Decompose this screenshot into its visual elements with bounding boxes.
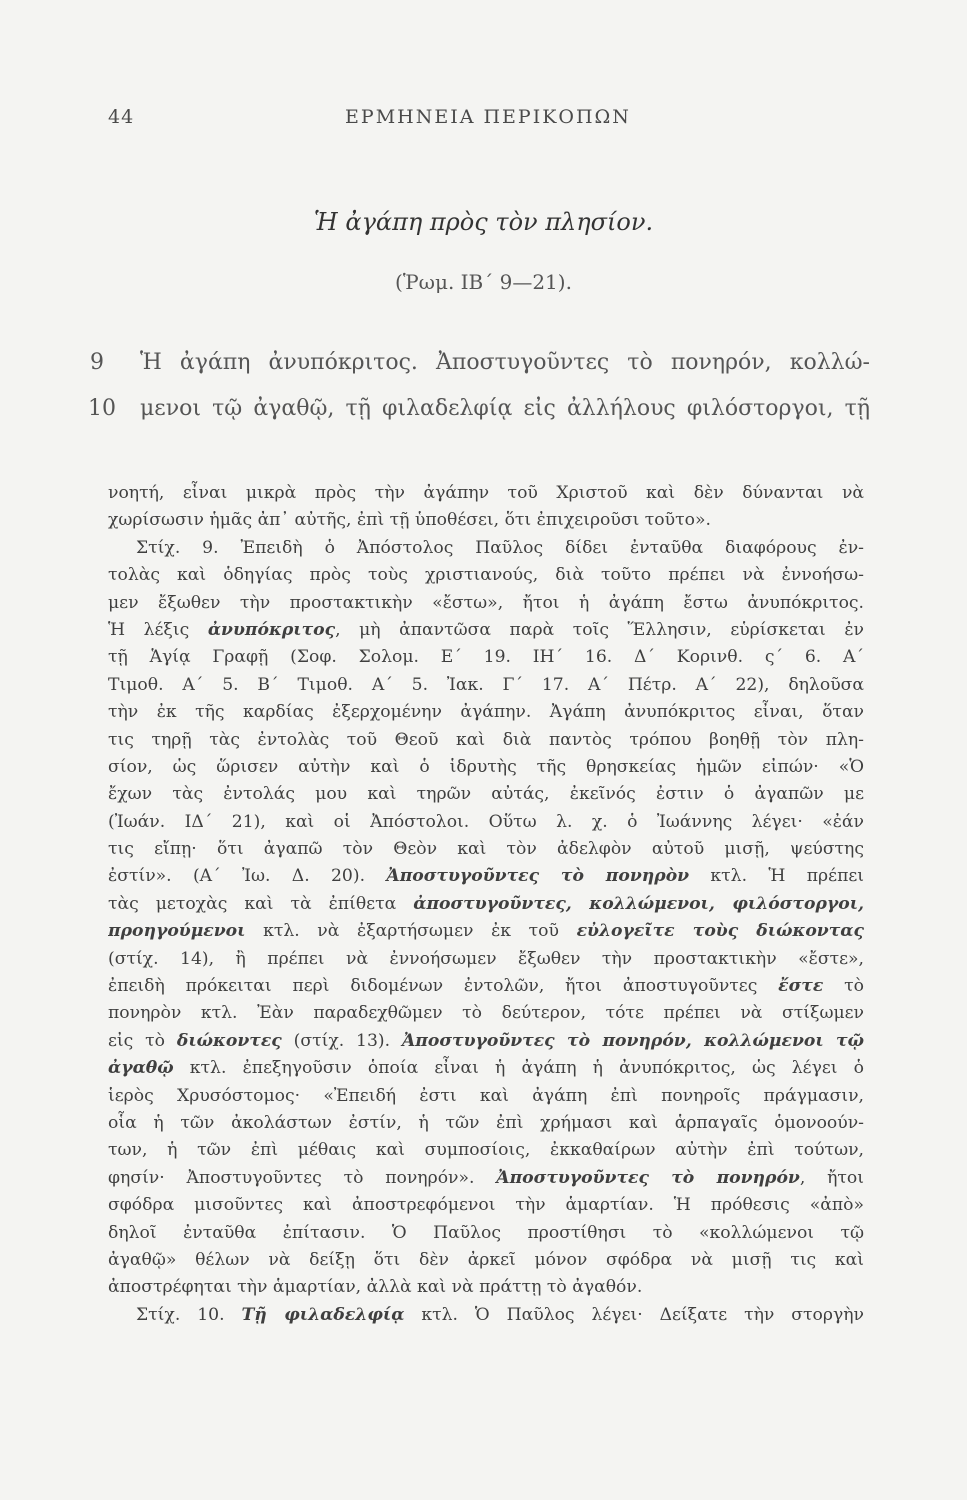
page-header [108,106,868,134]
commentary-line [108,891,864,918]
commentary-text: τὴν ἐκ τῆς καρδίας ἐξερχομένην ἀγάπην. Ἀγάπη ἀνυπόκριτος εἶναι, ὅταν [108,702,864,723]
running-title: ΕΡΜΗΝΕΙΑ ΠΕΡΙΚΟΠΩΝ [345,106,631,128]
commentary-line [108,727,864,754]
commentary-line [108,1302,864,1329]
commentary-text: , μὴ ἀπαντῶσα παρὰ τοῖς Ἕλλησιν, εὑρίσκεται ἐν [335,619,864,640]
commentary-text: οἷα ἡ τῶν ἀκολάστων ἐστίν, ἡ τῶν ἐπὶ χρήμασι καὶ ἁρπαγαῖς ὁμονοούν- [108,1112,864,1133]
commentary-text: χωρίσωσιν ἡμᾶς ἀπ᾽ αὐτῆς, ἐπὶ τῇ ὑποθέσει, ὅτι ἐπιχειροῦσι τοῦτο». [108,510,711,531]
scripture-reference: (Ῥωμ. ΙΒ΄ 9—21). [395,270,572,294]
commentary-line [108,1083,864,1110]
commentary-text: τὸ [823,976,864,997]
verse-text: μενοι τῷ ἀγαθῷ, τῇ φιλαδελφίᾳ εἰς ἀλλήλους φιλόστοργοι, τῇ [140,396,870,421]
emphasized-text: διώκοντες [176,1030,282,1051]
commentary-line [108,535,864,562]
commentary-line [108,863,864,890]
commentary-text: (στίχ. 14), ἢ πρέπει νὰ ἐννοήσωμεν ἔξωθεν τὴν προστακτικὴν «ἔστε», [108,948,864,969]
page-number: 44 [108,106,135,128]
commentary-text: δηλοῖ ἐνταῦθα ἐπίτασιν. Ὁ Παῦλος προστίθησι τὸ «κολλώμενοι τῷ [108,1222,864,1243]
commentary-text: Στίχ. 9. Ἐπειδὴ ὁ Ἀπόστολος Παῦλος δίδει ἐνταῦθα διαφόρους ἐν- [136,537,864,558]
commentary-line [108,754,864,781]
commentary-text: ἀγαθῷ» θέλων νὰ δείξῃ ὅτι δὲν ἀρκεῖ μόνον σφόδρα νὰ μισῇ τις καὶ [108,1249,864,1270]
commentary-text: φησίν· Ἀποστυγοῦντες τὸ πονηρόν». [108,1167,497,1188]
commentary-line [108,562,864,589]
commentary-line [108,946,864,973]
commentary-text: , ἤτοι [799,1167,864,1188]
commentary-line [108,1055,864,1082]
commentary-text: ἀποστρέφηται τὴν ἁμαρτίαν, ἀλλὰ καὶ νὰ πράττῃ τὸ ἀγαθόν. [108,1277,643,1298]
commentary-text: (Ἰωάν. ΙΔ΄ 21), καὶ οἱ Ἀπόστολοι. Οὕτω λ. χ. ὁ Ἰωάννης λέγει· «ἐάν [108,811,864,832]
commentary-text: Ἡ λέξις [108,619,208,640]
emphasized-text: ἀγαθῷ [108,1058,174,1079]
commentary-text: σφόδρα μισοῦντες καὶ ἀποστρεφόμενοι τὴν ἁμαρτίαν. Ἡ πρόθεσις «ἀπὸ» [108,1195,864,1216]
commentary-text: κτλ. Ὁ Παῦλος λέγει· Δείξατε τὴν στοργὴν [404,1304,864,1325]
commentary-text: ἐστίν». (Α΄ Ἰω. Δ. 20). [108,866,387,887]
section-title: Ἡ ἀγάπη πρὸς τὸν πλησίον. [313,208,654,236]
commentary-line [108,1247,864,1274]
emphasized-text: ἀποστυγοῦντες, κολλώμενοι, φιλόστοργοι, [413,893,864,914]
commentary-line [108,672,864,699]
commentary-text: (στίχ. 13). [281,1030,402,1051]
emphasized-text: ἀνυπόκριτος [207,619,336,640]
commentary-line [108,1165,864,1192]
commentary-line [108,1028,864,1055]
commentary-text: ἐπειδὴ πρόκειται περὶ διδομένων ἐντολῶν, ἤτοι ἀποστυγοῦντες [108,976,779,997]
commentary-text: των, ἡ τῶν ἐπὶ μέθαις καὶ συμποσίοις, ἐκκαθαίρων αὐτὴν ἐπὶ τούτων, [108,1140,864,1161]
verse-number: 10 [88,396,116,421]
commentary-text: τις τηρῇ τὰς ἐντολὰς τοῦ Θεοῦ καὶ διὰ παντὸς τρόπου βοηθῇ τὸν πλη- [108,729,864,750]
commentary-line [108,644,864,671]
emphasized-text: Ἀποστυγοῦντες τὸ πονηρὸν [386,866,690,887]
emphasized-text: προηγούμενοι [108,921,246,942]
commentary-line [108,507,864,534]
verse-number: 9 [90,350,104,375]
commentary-text: κτλ. νὰ ἐξαρτήσωμεν ἐκ τοῦ [245,921,577,942]
commentary-text: ἱερὸς Χρυσόστομος· «Ἐπειδή ἐστι καὶ ἀγάπη ἐπὶ πονηροῖς πράγμασιν, [108,1085,864,1106]
commentary-text: τὰς μετοχὰς καὶ τὰ ἐπίθετα [108,893,414,914]
commentary-text: ἔχων τὰς ἐντολάς μου καὶ τηρῶν αὐτάς, ἐκεῖνός ἐστιν ὁ ἀγαπῶν με [108,784,864,805]
commentary-block [108,480,864,1329]
commentary-text: κτλ. ἐπεξηγοῦσιν ὁποία εἶναι ἡ ἀγάπη ἡ ἀνυπόκριτος, ὡς λέγει ὁ [173,1058,864,1079]
commentary-text: κτλ. Ἡ πρέπει [689,866,864,887]
commentary-text: τῇ Ἁγίᾳ Γραφῇ (Σοφ. Σολομ. Ε΄ 19. ΙΗ΄ 16. Δ΄ Κορινθ. ς΄ 6. Α΄ [108,647,864,668]
commentary-text: εἰς τὸ [108,1030,177,1051]
commentary-line [108,699,864,726]
commentary-line [108,1220,864,1247]
commentary-line [108,1192,864,1219]
emphasized-text: Ἀποστυγοῦντες τὸ πονηρόν, κολλώμενοι τῷ [401,1030,864,1051]
commentary-text: Τιμοθ. Α΄ 5. Β΄ Τιμοθ. Α΄ 5. Ἰακ. Γ΄ 17. Α΄ Πέτρ. Α΄ 22), δηλοῦσα [108,674,864,695]
emphasized-text: ἔστε [778,976,824,997]
commentary-line [108,781,864,808]
commentary-text: τις εἴπῃ· ὅτι ἀγαπῶ τὸν Θεὸν καὶ τὸν ἀδελφὸν αὐτοῦ μισῇ, ψεύστης [108,839,864,860]
commentary-line [108,1274,864,1301]
verse-text-block [88,340,870,432]
verse-line [90,340,870,386]
commentary-line [108,918,864,945]
commentary-line [108,1000,864,1027]
emphasized-text: Ἀποστυγοῦντες τὸ πονηρόν [496,1167,800,1188]
commentary-line [108,809,864,836]
commentary-text: τολὰς καὶ ὁδηγίας πρὸς τοὺς χριστιανούς, διὰ τοῦτο πρέπει νὰ ἐννοήσω- [108,565,864,586]
commentary-text: μεν ἔξωθεν τὴν προστακτικὴν «ἔστω», ἤτοι ἡ ἀγάπη ἔστω ἀνυπόκριτος. [108,592,864,613]
commentary-line [108,617,864,644]
commentary-line [108,1110,864,1137]
commentary-line [108,480,864,507]
emphasized-text: εὐλογεῖτε τοὺς διώκοντας [576,921,864,942]
verse-text: Ἡ ἀγάπη ἀνυπόκριτος. Ἀποστυγοῦντες τὸ πονηρόν, κολλώ- [140,350,870,375]
emphasized-text: Τῇ φιλαδελφίᾳ [241,1304,405,1325]
commentary-text: σίον, ὡς ὥρισεν αὐτὴν καὶ ὁ ἱδρυτὴς τῆς θρησκείας ἡμῶν εἰπών· «Ὁ [108,756,864,777]
commentary-line [108,973,864,1000]
commentary-text: Στίχ. 10. [136,1304,242,1325]
commentary-line [108,1137,864,1164]
commentary-text: νοητή, εἶναι μικρὰ πρὸς τὴν ἀγάπην τοῦ Χριστοῦ καὶ δὲν δύνανται νὰ [108,483,864,503]
commentary-text: πονηρὸν κτλ. Ἐὰν παραδεχθῶμεν τὸ δεύτερον, τότε πρέπει νὰ στίξωμεν [108,1003,864,1024]
commentary-line [108,836,864,863]
verse-line [88,386,870,432]
commentary-line [108,590,864,617]
